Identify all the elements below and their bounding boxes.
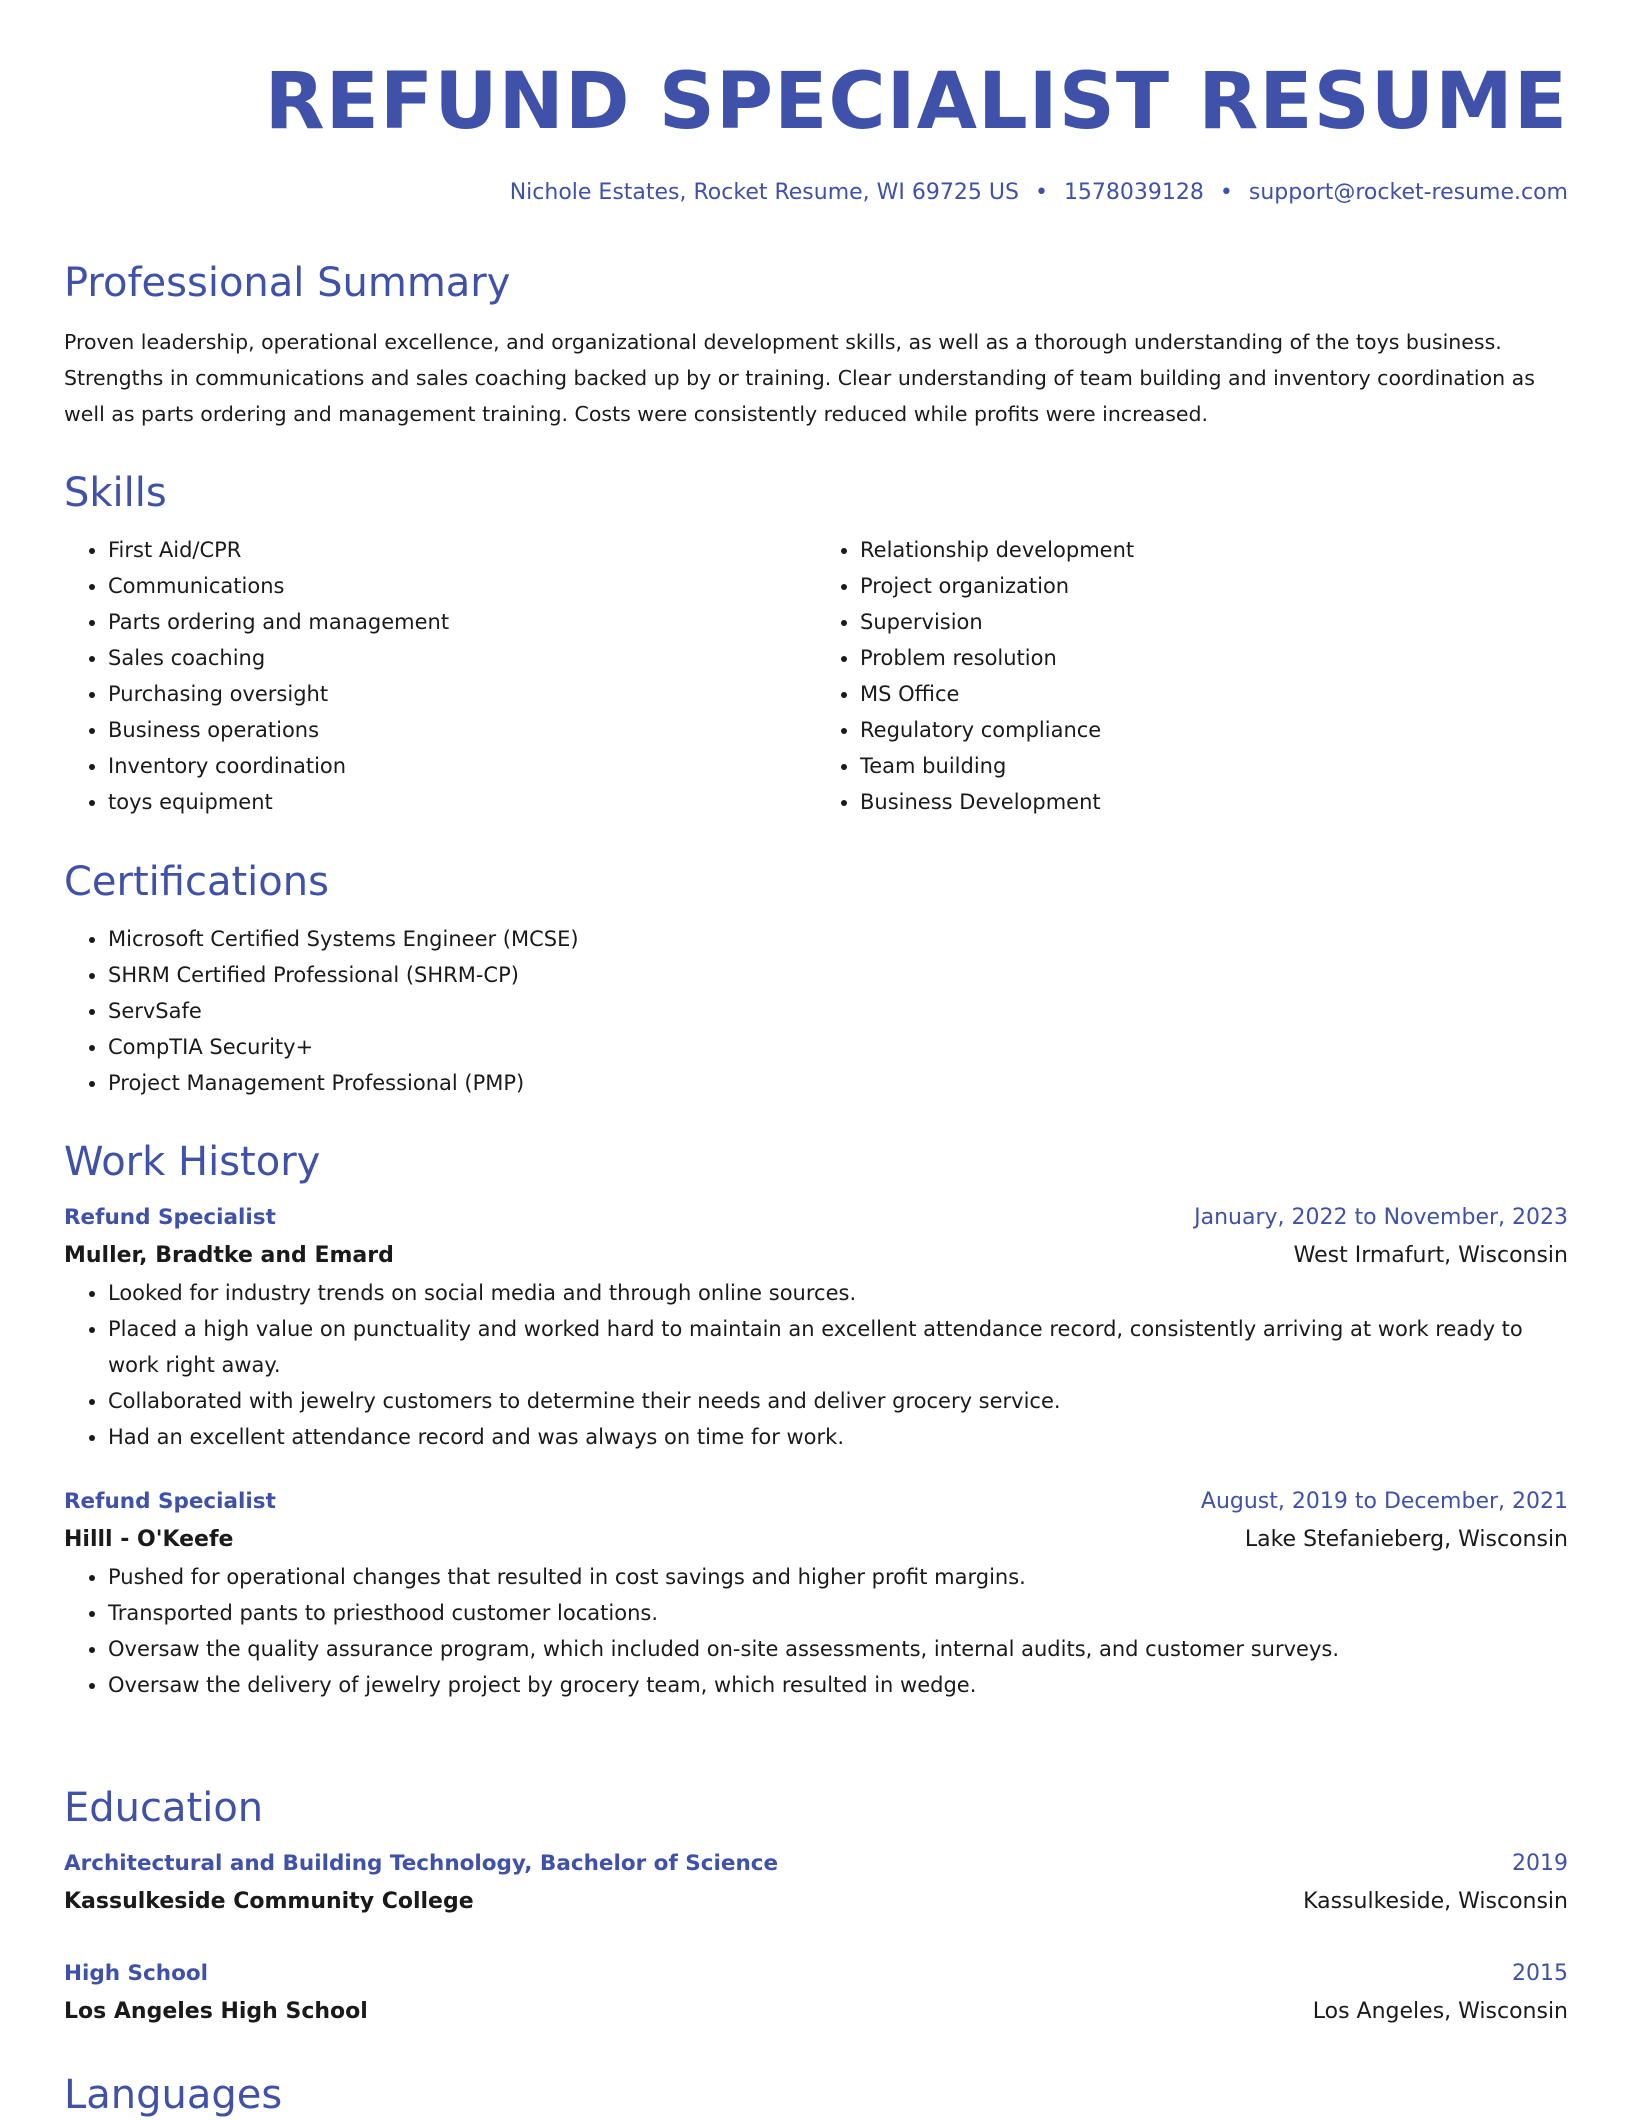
education-degree: High School (64, 1961, 208, 1986)
skill-item: • Supervision (860, 604, 1568, 640)
job-entry (64, 1483, 1568, 1703)
duty-item: • Placed a high value on punctuality and worked hard to maintain an excellent attendance record, consistently arriving at work ready to work right away. (108, 1311, 1568, 1383)
skill-item: • Team building (860, 748, 1568, 784)
job-company: Hilll - O'Keefe (64, 1527, 234, 1552)
duty-item: • Pushed for operational changes that resulted in cost savings and higher profit margins. (108, 1559, 1568, 1595)
job-dates: August, 2019 to December, 2021 (1200, 1489, 1568, 1514)
contact-phone: 1578039128 (1063, 180, 1204, 205)
work-history-heading: Work History (64, 1139, 321, 1185)
job-company: Muller, Bradtke and Emard (64, 1243, 394, 1268)
job-title: Refund Specialist (64, 1489, 276, 1514)
certification-item: • Microsoft Certified Systems Engineer (MCSE) (108, 921, 1568, 957)
certifications-heading: Certifications (64, 859, 329, 905)
duty-item: • Collaborated with jewelry customers to determine their needs and deliver grocery service. (108, 1383, 1568, 1419)
duty-item: • Oversaw the delivery of jewelry project by grocery team, which resulted in wedge. (108, 1667, 1568, 1703)
resume-header (64, 0, 1568, 208)
job-location: West Irmafurt, Wisconsin (1293, 1243, 1568, 1268)
education-year: 2019 (1512, 1851, 1568, 1876)
job-title: Refund Specialist (64, 1205, 276, 1230)
education-heading: Education (64, 1785, 264, 1831)
skill-item: • Relationship development (860, 532, 1568, 568)
skill-item: • Regulatory compliance (860, 712, 1568, 748)
skill-item: • Parts ordering and management (108, 604, 816, 640)
job-company-row (64, 1521, 1568, 1559)
job-company-row (64, 1237, 1568, 1275)
summary-text: Proven leadership, operational excellence, and organizational development skills, as well as a thorough understanding of the toys business. Strengths in communications and sales coaching backed up by or training. Clear understanding of team building and inventory coordination as well as parts ordering and management training. Costs were consistently reduced while profits were increased. (64, 330, 1535, 426)
skills-section (64, 468, 1568, 820)
languages-section (64, 2070, 1568, 2120)
skill-item: • Business operations (108, 712, 816, 748)
page-title: REFUND SPECIALIST RESUME (264, 57, 1568, 147)
duty-item: • Had an excellent attendance record and was always on time for work. (108, 1419, 1568, 1455)
certification-item: • Project Management Professional (PMP) (108, 1065, 1568, 1101)
education-degree-row (64, 1955, 1568, 1993)
summary-heading: Professional Summary (64, 260, 511, 306)
education-school-row (64, 1883, 1568, 1921)
job-title-row (64, 1199, 1568, 1237)
job-title-row (64, 1483, 1568, 1521)
education-entry (64, 1955, 1568, 2031)
certification-item: • CompTIA Security+ (108, 1029, 1568, 1065)
skill-item: • Communications (108, 568, 816, 604)
skills-list-left (64, 532, 816, 820)
job-location: Lake Stefanieberg, Wisconsin (1244, 1527, 1568, 1552)
education-location: Los Angeles, Wisconsin (1312, 1999, 1568, 2024)
certifications-section (64, 857, 1568, 1101)
work-history-section (64, 1137, 1568, 1703)
education-degree-row (64, 1845, 1568, 1883)
duty-item: • Looked for industry trends on social media and through online sources. (108, 1275, 1568, 1311)
skill-item: • Business Development (860, 784, 1568, 820)
job-entry (64, 1199, 1568, 1455)
certification-item: • SHRM Certified Professional (SHRM-CP) (108, 957, 1568, 993)
contact-address: Nichole Estates, Rocket Resume, WI 69725 US (509, 180, 1019, 205)
education-school: Kassulkeside Community College (64, 1889, 474, 1914)
resume-page (64, 0, 1568, 2118)
education-section (64, 1783, 1568, 2031)
education-entry (64, 1845, 1568, 1921)
contact-separator: • (1034, 180, 1048, 205)
skill-item: • MS Office (860, 676, 1568, 712)
education-degree: Architectural and Building Technology, Bachelor of Science (64, 1851, 779, 1876)
certifications-list (64, 921, 1568, 1101)
contact-email[interactable]: support@rocket-resume.com (1248, 180, 1568, 205)
education-school-row (64, 1993, 1568, 2031)
skill-item: • Sales coaching (108, 640, 816, 676)
summary-section (64, 258, 1568, 432)
skill-item: • Purchasing oversight (108, 676, 816, 712)
skill-item: • First Aid/CPR (108, 532, 816, 568)
education-location: Kassulkeside, Wisconsin (1303, 1889, 1568, 1914)
skill-item: • Problem resolution (860, 640, 1568, 676)
skills-list-right (816, 532, 1568, 820)
job-duties-list (64, 1559, 1568, 1703)
skills-heading: Skills (64, 470, 167, 516)
skills-columns (64, 532, 1568, 820)
job-duties-list (64, 1275, 1568, 1455)
education-year: 2015 (1512, 1961, 1568, 1986)
duty-item: • Oversaw the quality assurance program, which included on-site assessments, internal audits, and customer surveys. (108, 1631, 1568, 1667)
contact-separator: • (1219, 180, 1233, 205)
education-school: Los Angeles High School (64, 1999, 368, 2024)
certification-item: • ServSafe (108, 993, 1568, 1029)
contact-line (64, 178, 1568, 208)
skill-item: • Inventory coordination (108, 748, 816, 784)
duty-item: • Transported pants to priesthood customer locations. (108, 1595, 1568, 1631)
languages-heading: Languages (64, 2072, 283, 2118)
skill-item: • toys equipment (108, 784, 816, 820)
skill-item: • Project organization (860, 568, 1568, 604)
job-dates: January, 2022 to November, 2023 (1194, 1205, 1568, 1230)
